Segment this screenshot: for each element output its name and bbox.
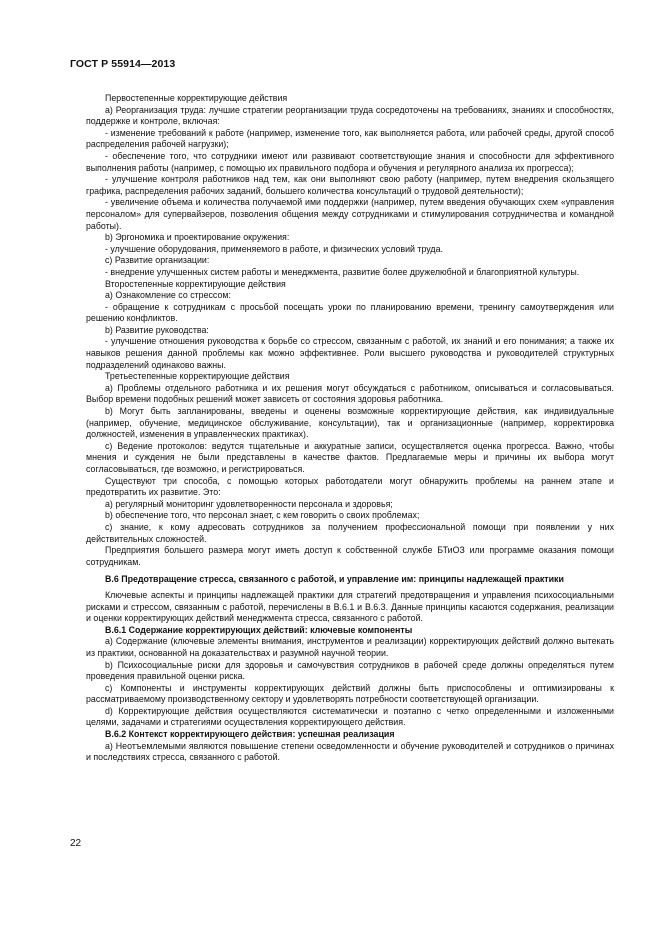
body-paragraph: а) Неотъемлемыми являются повышение степени осведомленности и обучение руководителей и сотрудников о причинах и последствиях стресса, связанного с работой. <box>86 740 614 763</box>
body-paragraph: - обращение к сотрудникам с просьбой посещать уроки по планированию времени, тренингу самоутверждения или решению конфликтов. <box>86 301 614 324</box>
body-paragraph: - улучшение контроля работников над тем, как они выполняют свою работу (например, путем внедрения скользящего графика, распределения рабочих заданий, большего количества консультаций о трудовой деятельности); <box>86 174 614 196</box>
body-paragraph: b) обеспечение того, что персонал знает, с кем говорить о своих проблемах; <box>105 510 420 521</box>
document-body <box>86 93 614 764</box>
body-paragraph: - внедрение улучшенных систем работы и менеджмента, развитие более дружелюбной и благоприятной культуры. <box>105 266 580 277</box>
body-paragraph: b) Развитие руководства: <box>105 324 209 335</box>
body-paragraph: d) Корректирующие действия осуществляются систематически и поэтапно с четко определенными и изложенными целями, задачами и стратегиями осуществления корректирующего действия. <box>86 705 614 728</box>
body-paragraph: Существуют три способа, с помощью которых работодатели могут обнаружить проблемы на раннем этапе и предотвратить их развитие. Это: <box>86 475 614 498</box>
document-number: ГОСТ Р 55914—2013 <box>70 58 176 70</box>
body-paragraph: - обеспечение того, что сотрудники имеют или развивают соответствующие знания и способности для эффективного выполнения работы (например, с помощью их правильного подбора и обучения и регулярного анализа их прогресса); <box>86 150 614 173</box>
body-paragraph: c) знание, к кому адресовать сотрудников за получением профессиональной помощи при появлении у них действительных сложностей. <box>86 521 614 544</box>
body-paragraph: Второстепенные корректирующие действия <box>105 278 286 289</box>
body-paragraph: c) Развитие организации: <box>105 255 210 266</box>
body-paragraph: - изменение требований к работе (например, изменение того, как выполняется работа, или рабочей среды, другой способ распределения рабочей нагрузки); <box>86 127 614 150</box>
body-paragraph: - увеличение объема и количества получаемой ими поддержки (например, путем введения обучающих схем «управления персоналом» для супервайзеров, позволения общения между сотрудниками и стимулирования сотрудничества и командной работы). <box>86 197 614 231</box>
body-paragraph: b) Психосоциальные риски для здоровья и самочувствия сотрудников в рабочей среде должны определяться путем проведения правильной оценки риска. <box>86 659 614 682</box>
page-number: 22 <box>70 838 82 849</box>
body-paragraph: а) регулярный мониторинг удовлетворенности персонала и здоровья; <box>105 498 393 509</box>
section-heading: В.6 Предотвращение стресса, связанного с работой, и управление им: принципы надлежащей практики <box>105 574 564 585</box>
body-paragraph: а) Реорганизация труда: лучшие стратегии реорганизации труда сосредоточены на требованиях, знаниях и способностях, поддержке и контроле, включая: <box>86 104 614 127</box>
body-paragraph: b) Эргономика и проектирование окружения: <box>105 232 290 243</box>
body-paragraph: Третьестепенные корректирующие действия <box>105 371 290 382</box>
section-heading: В.6.2 Контекст корректирующего действия: успешная реализация <box>105 729 395 740</box>
body-paragraph: а) Ознакомление со стрессом: <box>105 290 231 301</box>
body-paragraph: а) Проблемы отдельного работника и их решения могут обсуждаться с работником, описываться и согласовываться. Выбор времени подобных решений может зависеть от состояния здоровья работника. <box>86 382 614 405</box>
body-paragraph: c) Ведение протоколов: ведутся тщательные и аккуратные записи, осуществляется оценка прогресса. Важно, чтобы мнения и суждения не были представлены в качестве фактов. Предлагаемые меры и причины их выбора могут согласовываться, где возможно, и регистрироваться. <box>86 440 614 474</box>
body-paragraph: - улучшение отношения руководства к борьбе со стрессом, связанным с работой, их знаний и его понимания; а также их навыков решения данной проблемы как можно эффективнее. Роли высшего руководства и руководителей структурных подразделений одинаково важны. <box>86 336 614 370</box>
section-heading: В.6.1 Содержание корректирующих действий: ключевые компоненты <box>105 624 413 635</box>
body-paragraph: - улучшение оборудования, применяемого в работе, и физических условий труда. <box>105 243 443 254</box>
body-paragraph: а) Содержание (ключевые элементы внимания, инструментов и реализации) корректирующих действий должно вытекать из практики, основанной на доказательствах и разумной научной теории. <box>86 636 614 658</box>
body-paragraph: Ключевые аспекты и принципы надлежащей практики для стратегий предотвращения и управления психосоциальными рисками и стрессом, связанным с работой, перечислены в В.6.1 и В.6.3. Данные принципы касаются содержания, реализации и оценки корректирующих действий менеджмента стресса, связанного с работой. <box>86 589 614 624</box>
body-paragraph: b) Могут быть запланированы, введены и оценены возможные корректирующие действия, как индивидуальные (например, обучение, медицинское обслуживание, консультации), так и организационные (например, корректировка должностей, изменения в управленческих практиках). <box>86 406 614 440</box>
body-paragraph: Первостепенные корректирующие действия <box>105 93 288 103</box>
body-paragraph: c) Компоненты и инструменты корректирующих действий должны быть приспособлены и оптимизированы к рассматриваемому производственному сектору и удовлетворять потребности соответствующей организации. <box>86 682 614 705</box>
body-paragraph: Предприятия большего размера могут иметь доступ к собственной службе БТиОЗ или программе оказания помощи сотрудникам. <box>86 545 614 567</box>
